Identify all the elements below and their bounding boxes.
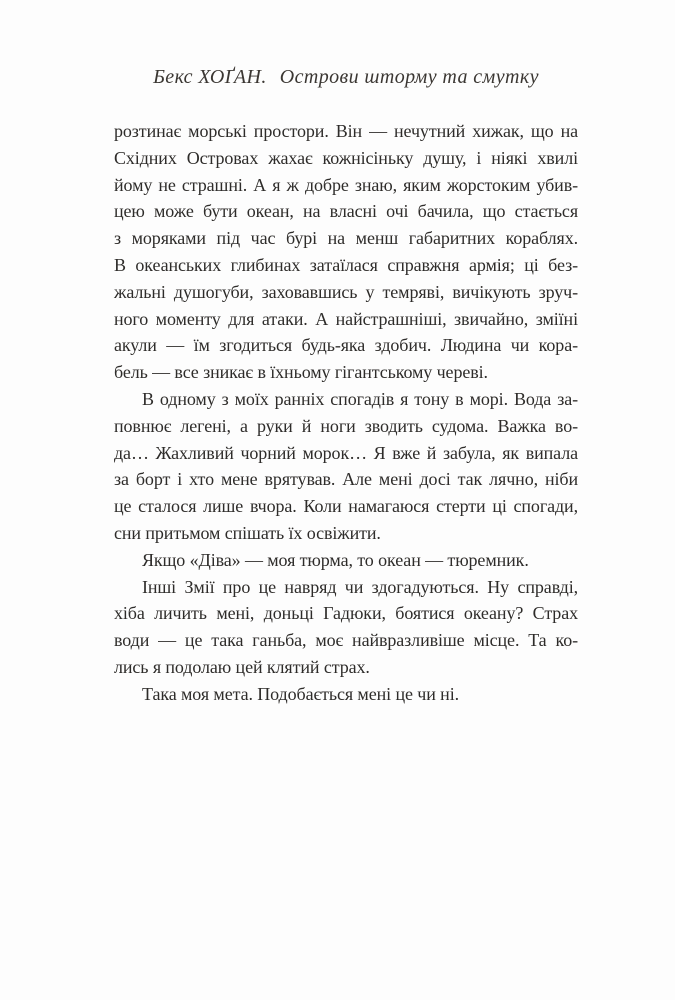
text-line: Якщо «Діва» — моя тюрма, то океан — тюремник. xyxy=(142,549,529,570)
text-line: сни притьмом спішать їх освіжити. xyxy=(114,522,381,543)
text-line: да… Жахливий чорний морок… Я вже й забула, як випала xyxy=(114,442,578,463)
text-line: за борт і хто мене врятував. Але мені досі так лячно, ніби xyxy=(114,469,578,490)
text-line: акули — їм згодиться будь-яка здобич. Людина чи кора- xyxy=(114,335,578,356)
text-line: Така моя мета. Подобається мені це чи ні. xyxy=(142,683,459,704)
text-line: Інші Змії про це навряд чи здогадуються. Ну справді, xyxy=(142,576,578,597)
running-header xyxy=(114,66,578,89)
text-line: йому не страшні. А я ж добре знаю, яким жорстоким убив- xyxy=(114,174,578,195)
text-line: повнює легені, а руки й ноги зводить судома. Важка во- xyxy=(114,415,578,436)
header-book-title: Острови шторму та смутку xyxy=(279,66,539,88)
header-author: Бекс ХОҐАН. xyxy=(153,66,267,88)
text-line: це сталося лише вчора. Коли намагаюся стерти ці спогади, xyxy=(114,496,578,517)
text-line: цею може бути океан, на власні очі бачила, що стається xyxy=(114,201,578,222)
text-line: бель — все зникає в їхньому гігантському череві. xyxy=(114,362,488,383)
body-text xyxy=(114,118,578,708)
text-line: води — це така ганьба, моє найвразливіше місце. Та ко- xyxy=(114,630,578,651)
text-line: жальні душогуби, заховавшись у темряві, вичікують зруч- xyxy=(114,281,578,302)
text-line: лись я подолаю цей клятий страх. xyxy=(114,656,370,677)
text-line: хіба личить мені, доньці Гадюки, боятися океану? Страх xyxy=(114,603,578,624)
text-line: розтинає морські простори. Він — нечутний хижак, що на xyxy=(114,121,578,141)
text-line: В океанських глибинах затаїлася справжня армія; ці без- xyxy=(114,254,578,275)
text-line: ного моменту для атаки. А найстрашніші, звичайно, зміїні xyxy=(114,308,578,329)
text-line: В одному з моїх ранніх спогадів я тону в морі. Вода за- xyxy=(142,388,578,409)
text-line: Східних Островах жахає кожнісіньку душу, і ніякі хвилі xyxy=(114,147,578,168)
text-line: з моряками під час бурі на менш габаритних кораблях. xyxy=(114,228,578,249)
